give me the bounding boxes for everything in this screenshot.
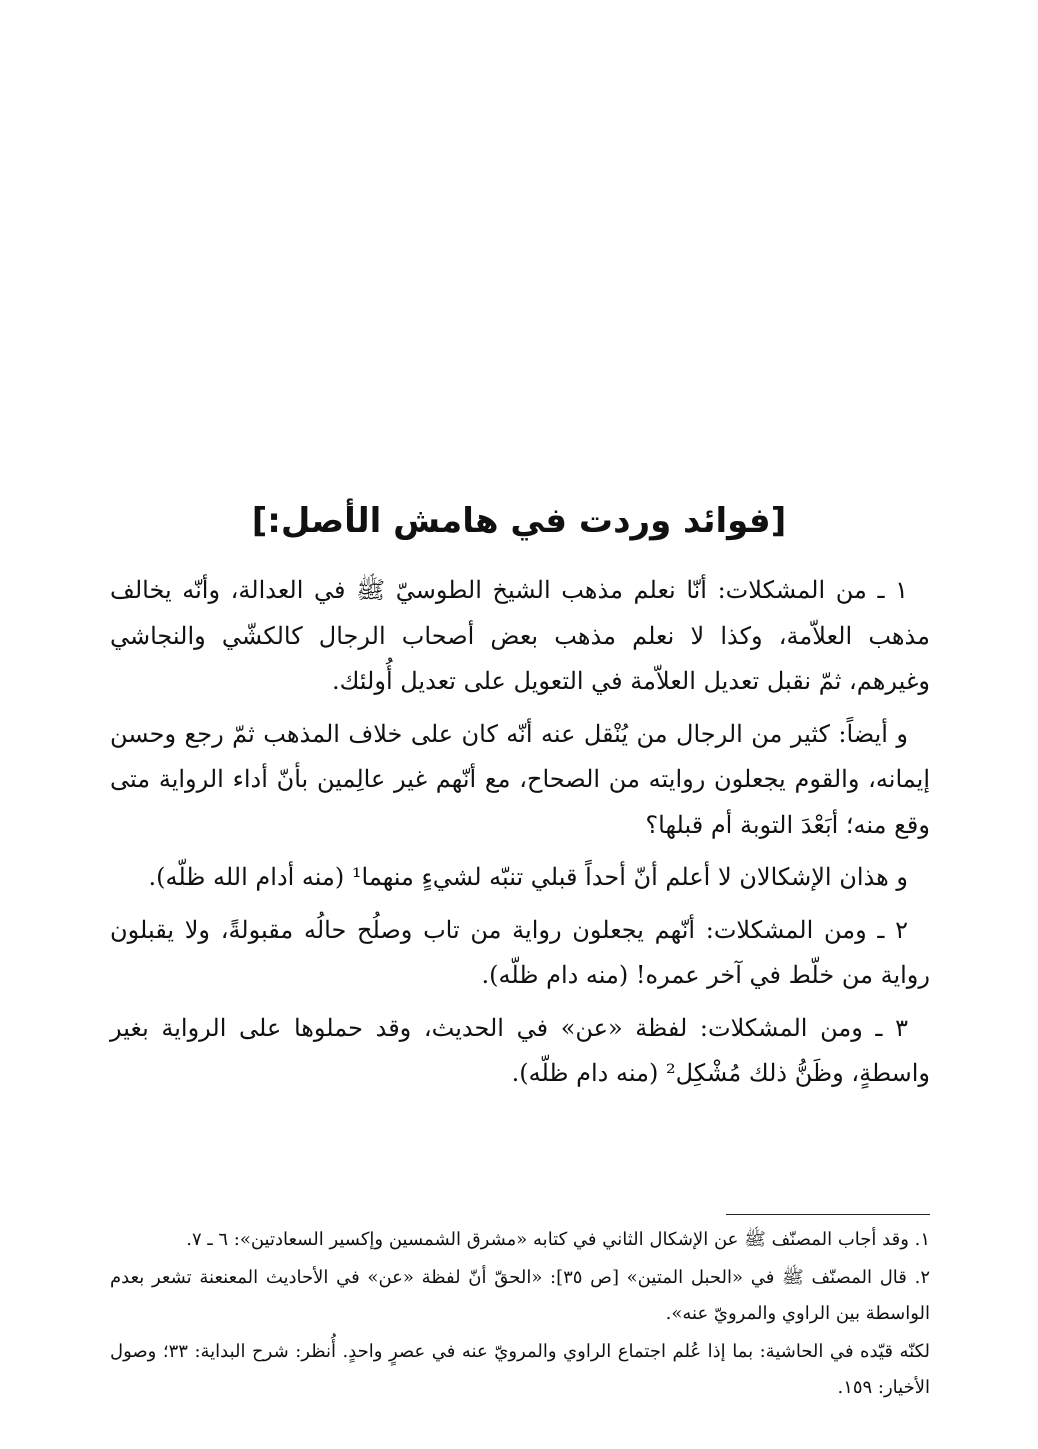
footnote-divider	[726, 1214, 930, 1215]
paragraph-problem-1: ١ ـ من المشكلات: أنّا نعلم مذهب الشيخ الطوسيّ ﷺ في العدالة، وأنّه يخالف مذهب العلاّمة، وكذا لا نعلم مذهب بعض أصحاب الرجال كالكشّي والنجاشي وغيرهم، ثمّ نقبل تعديل العلاّمة في التعويل على تعديل أُولئك.	[110, 576, 930, 695]
footnote-2: ٢. قال المصنّف ﷺ في «الحبل المتين» [ص ٣٥]: «الحقّ أنّ لفظة «عن» في الأحاديث المعنعنة تشعر بعدم الواسطة بين الراوي والمرويّ عنه».	[110, 1267, 930, 1324]
paragraph-also: و أيضاً: كثير من الرجال من يُنْقل عنه أنّه كان على خلاف المذهب ثمّ رجع وحسن إيمانه، والقوم يجعلون روايته من الصحاح، مع أنّهم غير عالِمين بأنّ أداء الرواية متى وقع منه؛ أبَعْدَ التوبة أم قبلها؟	[110, 719, 930, 839]
paragraph-two-problems: و هذان الإشكالان لا أعلم أنّ أحداً قبلي تنبّه لشيءٍ منهما¹ (منه أدام الله ظلّه).	[148, 863, 908, 891]
section-heading: [فوائد وردت في هامش الأصل:]	[251, 501, 787, 541]
main-text	[110, 568, 930, 1104]
paragraph-problem-3: ٣ ـ ومن المشكلات: لفظة «عن» في الحديث، وقد حملوها على الرواية بغير واسطةٍ، وظَنُّ ذلك مُشْكِل² (منه دام ظلّه).	[110, 1013, 930, 1087]
footnote-1: ١. وقد أجاب المصنّف ﷺ عن الإشكال الثاني في كتابه «مشرق الشمسين وإكسير السعادتين»: ٦ ـ ٧.	[186, 1229, 930, 1250]
paragraph-problem-2: ٢ ـ ومن المشكلات: أنّهم يجعلون رواية من تاب وصلُح حالُه مقبولةً، ولا يقبلون رواية من خلّط في آخر عمره! (منه دام ظلّه).	[110, 915, 930, 989]
footnote-2-continued: لكنّه قيّده في الحاشية: بما إذا عُلم اجتماع الراوي والمرويّ عنه في عصرٍ واحدٍ. أُنظر: شرح البداية: ٣٣؛ وصول الأخيار: ١٥٩.	[110, 1341, 930, 1398]
footnotes	[110, 1222, 930, 1408]
